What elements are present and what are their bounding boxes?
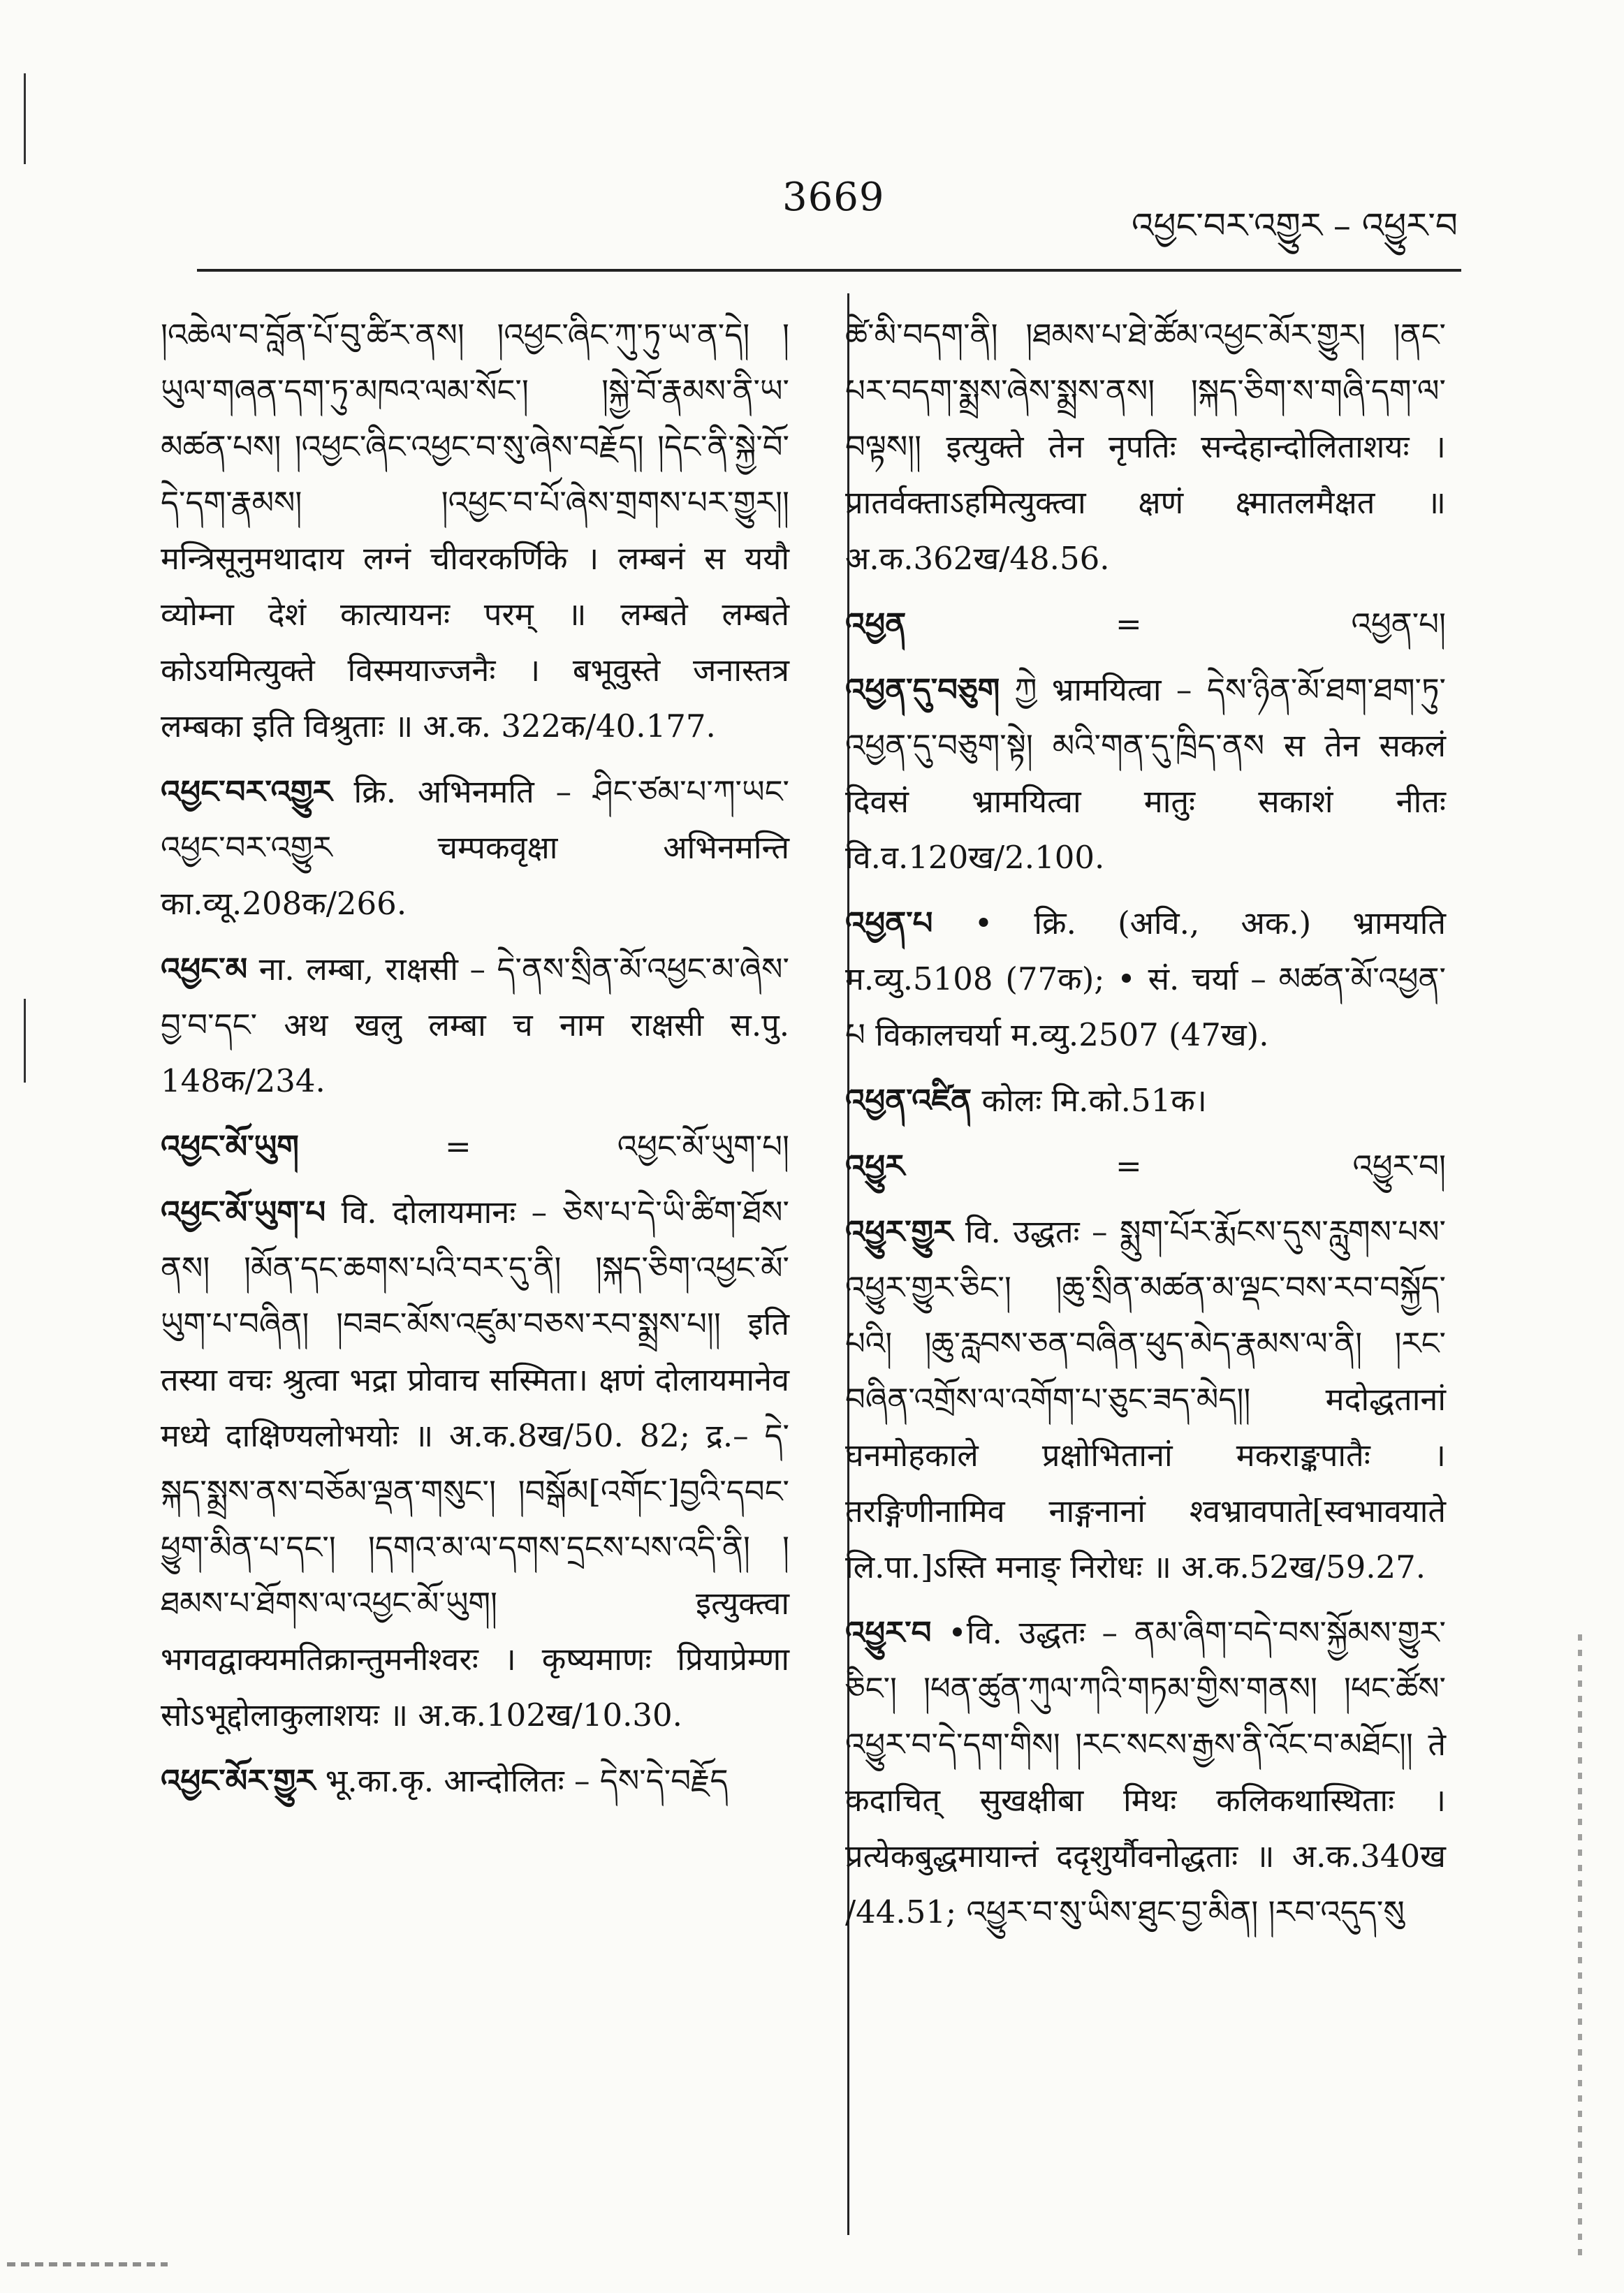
- equals-sign: =: [1115, 606, 1142, 643]
- dictionary-entry: [161, 1753, 789, 1809]
- dictionary-entry: [845, 895, 1446, 1063]
- cross-reference: འཕྱན་པ།: [1351, 606, 1446, 643]
- right-column: [845, 307, 1446, 1940]
- headword: འཕྱུར: [845, 1148, 905, 1185]
- headword: འཕྱང་མོ་ཡུག་པ: [161, 1194, 326, 1231]
- headword: འཕྱུར་གྱུར: [845, 1213, 953, 1250]
- scan-edge-line: [24, 73, 26, 164]
- entry-body: भू.का.कृ. आन्दोलितः – དེས་དེ་བརྗོད: [325, 1762, 729, 1799]
- scan-edge-line: [24, 999, 26, 1083]
- dictionary-entry: [845, 662, 1446, 886]
- dictionary-entry: [845, 1204, 1446, 1595]
- dictionary-entry: [845, 596, 1446, 652]
- entry-body: ना. लम्बा, राक्षसी – དེ་ནས་སྲིན་མོ་འཕྱང་མ་ཞེས་བྱ་བ་དང་ अथ खलु लम्बा च नाम राक्षसी स.पु. 148क/234.: [161, 951, 790, 1099]
- entry-body: ཀྱེ भ्रामयित्वा – དེས་ཉིན་མོ་ཐག་ཐག་ཏུ་འཕྱན་དུ་བཅུག་སྟེ། མའི་གན་དུ་ཁྲིད་ནས स तेन सकलं दिवसं भ्रामयित्वा मातुः सकाशं नीतः वि.व.120ख/2.100.: [845, 671, 1446, 876]
- running-head: འཕྱང་བར་འགྱུར – འཕྱུར་བ: [1132, 205, 1458, 246]
- dictionary-entry: [845, 1138, 1446, 1194]
- entry-body: •वि. उद्धतः – ནམ་ཞིག་བདེ་བས་སྐྱོམས་གྱུར་ཅིང་། །ཕན་ཚུན་ཀུལ་ཀའི་གཏམ་གྱིས་གནས། །ཕང་ཚོས་འཕྱུར་བ་དེ་དག་གིས། །རང་སངས་རྒྱས་ནི་འོང་བ་མཐོང།། ते कदाचित् सुखक्षीबा मिथः कलिकथास्थिताः । प्रत्येकबुद्धमायान्तं ददृशुर्यौवनोद्धताः ॥ अ.क.340ख /44.51; འཕྱུར་བ་སུ་ཡིས་ཐུང་བྱ་མིན། །རབ་འདུད་སུ: [845, 1614, 1446, 1931]
- cross-reference: འཕྱུར་བ།: [1352, 1148, 1446, 1185]
- equals-sign: =: [445, 1128, 471, 1165]
- entry-body: कोलः मि.को.51क।: [981, 1082, 1207, 1119]
- cross-reference: འཕྱང་མོ་ཡུག་པ།: [617, 1128, 789, 1165]
- headword: འཕྱང་མོ་ཡུག: [161, 1128, 299, 1165]
- headword: འཕྱན་པ: [845, 904, 933, 942]
- dictionary-entry: [161, 1185, 789, 1743]
- dictionary-entry: [161, 1119, 789, 1175]
- headword: འཕྱང་བར་འགྱུར: [161, 773, 332, 810]
- continuation-text: །འཆེལ་བ་བློན་པོ་བུ་ཚིར་ནས། །འཕྱང་ཞིང་ཀུ་ཏུ་ཡ་ན་དེ། །ཡུལ་གཞན་དག་ཏུ་མཁའ་ལམ་སོང་། །སྐྱེ་བོ་རྣམས་ནི་ཡ་མཚན་པས། །འཕྱང་ཞིང་འཕྱང་བ་སུ་ཞེས་བརྗོད། །དེང་ནི་སྐྱེ་བོ་དེ་དག་རྣམས། །འཕྱང་བ་པོ་ཞེས་གྲགས་པར་གྱུར།། मन्त्रिसूनुमथादाय लग्नं चीवरकर्णिके । लम्बनं स ययौ व्योम्ना देशं कात्यायनः परम् ॥ लम्बते लम्बते कोऽयमित्युक्ते विस्मयाज्जनैः । बभूवुस्ते जनास्तत्र लम्बका इति विश्रुताः ॥ अ.क. 322क/40.177.: [161, 316, 789, 745]
- dictionary-entry: [161, 764, 789, 932]
- header-rule: [197, 269, 1461, 272]
- dictionary-entry: [161, 942, 789, 1109]
- entry-body: वि. दोलायमानः – ཅེས་པ་དེ་ཡི་ཚིག་ཐོས་ནས། །མོན་དང་ཆགས་པའི་བར་དུ་ནི། །སྐད་ཅིག་འཕྱང་མོ་ཡུག་པ་བཞིན། །བཟང་མོས་འཛུམ་བཅས་རབ་སྨྲས་པ།། इति तस्या वचः श्रुत्वा भद्रा प्रोवाच सस्मिता। क्षणं दोलायमानेव मध्ये दाक्षिण्यलोभयोः ॥ अ.क.8ख/50. 82; द्र.– དེ་སྐད་སྨྲས་ནས་བཅོམ་ལྡན་གསུང་། །བསྒོམ[འགོང་]བྱའི་དབང་ཕྱུག་མིན་པ་དང་། །དགའ་མ་ལ་དགས་དྲངས་པས་འདི་ནི། །ཐམས་པ་ཐོགས་ལ་འཕྱང་མོ་ཡུག། इत्युक्त्वा भगवद्वाक्यमतिक्रान्तुमनीश्वरः । कृष्यमाणः प्रियाप्रेम्णा सोऽभूद्दोलाकुलाशयः ॥ अ.क.102ख/10.30.: [161, 1194, 789, 1734]
- dictionary-entry: [845, 1605, 1446, 1940]
- entry-body: वि. उद्धतः – སྨུག་པོར་རྨོངས་དུས་རླུགས་པས་འཕྱུར་གྱུར་ཅིང་། །ཆུ་སྲིན་མཚན་མ་ལྡང་བས་རབ་བསྐྱོད་པའི། །ཆུ་རླབས་ཅན་བཞིན་ཕུད་མེད་རྣམས་ལ་ནི། །རང་བཞིན་འགྲོས་ལ་འགོག་པ་ཅུང་ཟད་མེད།། मदोद्धतानां घनमोहकाले प्रक्षोभितानां मकराङ्कपातैः । तरङ्गिणीनामिव नाङ्गनानां श्वभ्रावपाते[स्वभावयाते लि.पा.]ऽस्ति मनाङ् निरोधः ॥ अ.क.52ख/59.27.: [845, 1213, 1446, 1585]
- headword: འཕྱང་མོར་གྱུར: [161, 1762, 316, 1799]
- left-column: [161, 307, 789, 1809]
- entry-body: क्रि. अभिनमति – ཤིང་ཙམ་པ་ཀ་ཡང་འཕྱང་བར་འགྱུར चम्पकवृक्षा अभिनमन्ति का.व्यू.208क/266.: [161, 773, 789, 922]
- headword: འཕྱན: [845, 606, 907, 643]
- scan-smudge: [7, 2262, 168, 2266]
- page-number: 3669: [782, 175, 885, 220]
- headword: འཕྱུར་བ: [845, 1614, 932, 1651]
- scan-edge-marks: [1578, 1634, 1582, 2263]
- equals-sign: =: [1115, 1148, 1142, 1185]
- headword: འཕྱན་དུ་བཅུག: [845, 671, 1000, 708]
- dictionary-entry: [845, 1073, 1446, 1129]
- headword: འཕྱན་འཛིན: [845, 1082, 972, 1119]
- continuation-text: ཚེ་མི་བདག་ནི། །ཐམས་པ་ཐེ་ཚོམ་འཕྱང་མོར་གྱུར། །ནང་པར་བདག་སྨྲས་ཞེས་སྨྲས་ནས། །སྐད་ཅིག་ས་གཞི་དག་ལ་བལྟས།། इत्युक्ते तेन नृपतिः सन्देहान्दोलिताशयः । प्रातर्वक्ताऽहमित्युक्त्वा क्षणं क्ष्मातलमैक्षत ॥ अ.क.362ख/48.56.: [845, 316, 1446, 577]
- headword: འཕྱང་མ: [161, 951, 248, 988]
- entry-body: • क्रि. (अवि., अक.) भ्रामयति म.व्यु.5108 (77क); • सं. चर्या – མཚན་མོ་འཕྱན་པ विकालचर्या म.व्यु.2507 (47ख).: [845, 904, 1447, 1053]
